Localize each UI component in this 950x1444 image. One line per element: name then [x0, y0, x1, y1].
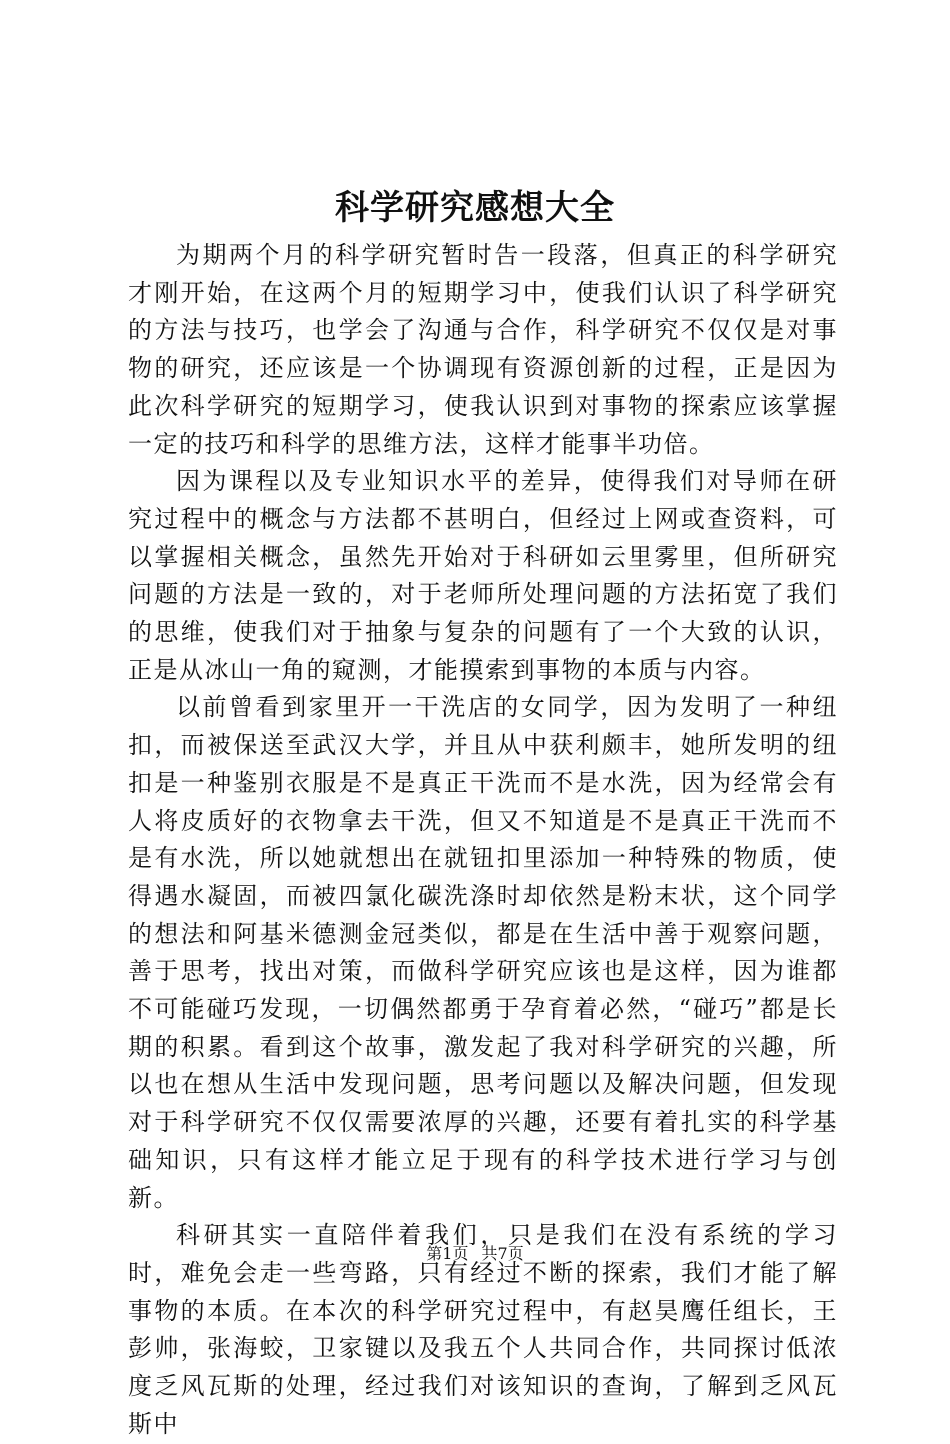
document-title: 科学研究感想大全: [335, 188, 615, 228]
paragraph: 科研其实一直陪伴着我们，只是我们在没有系统的学习时，难免会走一些弯路，只有经过不断的探索，我们才能了解事物的本质。在本次的科学研究过程中，有赵昊鹰任组长，王彭帅，张海蛟，卫家键以及我五个人共同合作，共同探讨低浓度乏风瓦斯的处理，经过我们对该知识的查询，了解到乏风瓦斯中: [128, 1221, 838, 1438]
paragraph: 以前曾看到家里开一干洗店的女同学，因为发明了一种纽扣，而被保送至武汉大学，并且从中获利颇丰，她所发明的纽扣是一种鉴别衣服是不是真正干洗而不是水洗，因为经常会有人将皮质好的衣物拿去干洗，但又不知道是不是真正干洗而不是有水洗，所以她就想出在就钮扣里添加一种特殊的物质，使得遇水凝固，而被四氯化碳洗涤时却依然是粉末状，这个同学的想法和阿基米德测金冠类似，都是在生活中善于观察问题，善于思考，找出对策，而做科学研究应该也是这样，因为谁都不可能碰巧发现，一切偶然都勇于孕育着必然，“碰巧”都是长期的积累。看到这个故事，激发起了我对科学研究的兴趣，所以也在想从生活中发现问题，思考问题以及解决问题，但发现对于科学研究不仅仅需要浓厚的兴趣，还要有着扎实的科学基础知识，只有这样才能立足于现有的科学技术进行学习与创新。: [128, 693, 838, 1212]
page-total: 共7页: [481, 1244, 524, 1263]
page-footer: [0, 1242, 950, 1266]
paragraph: 因为课程以及专业知识水平的差异，使得我们对导师在研究过程中的概念与方法都不甚明白，但经过上网或查资料，可以掌握相关概念，虽然先开始对于科研如云里雾里，但所研究问题的方法是一致的，对于老师所处理问题的方法拓宽了我们的思维，使我们对于抽象与复杂的问题有了一个大致的认识，正是从冰山一角的窥测，才能摸索到事物的本质与内容。: [128, 467, 838, 684]
paragraph: 为期两个月的科学研究暂时告一段落，但真正的科学研究才刚开始，在这两个月的短期学习中，使我们认识了科学研究的方法与技巧，也学会了沟通与合作，科学研究不仅仅是对事物的研究，还应该是一个协调现有资源创新的过程，正是因为此次科学研究的短期学习，使我认识到对事物的探索应该掌握一定的技巧和科学的思维方法，这样才能事半功倍。: [128, 241, 838, 458]
page-number: 第1页: [426, 1244, 469, 1263]
